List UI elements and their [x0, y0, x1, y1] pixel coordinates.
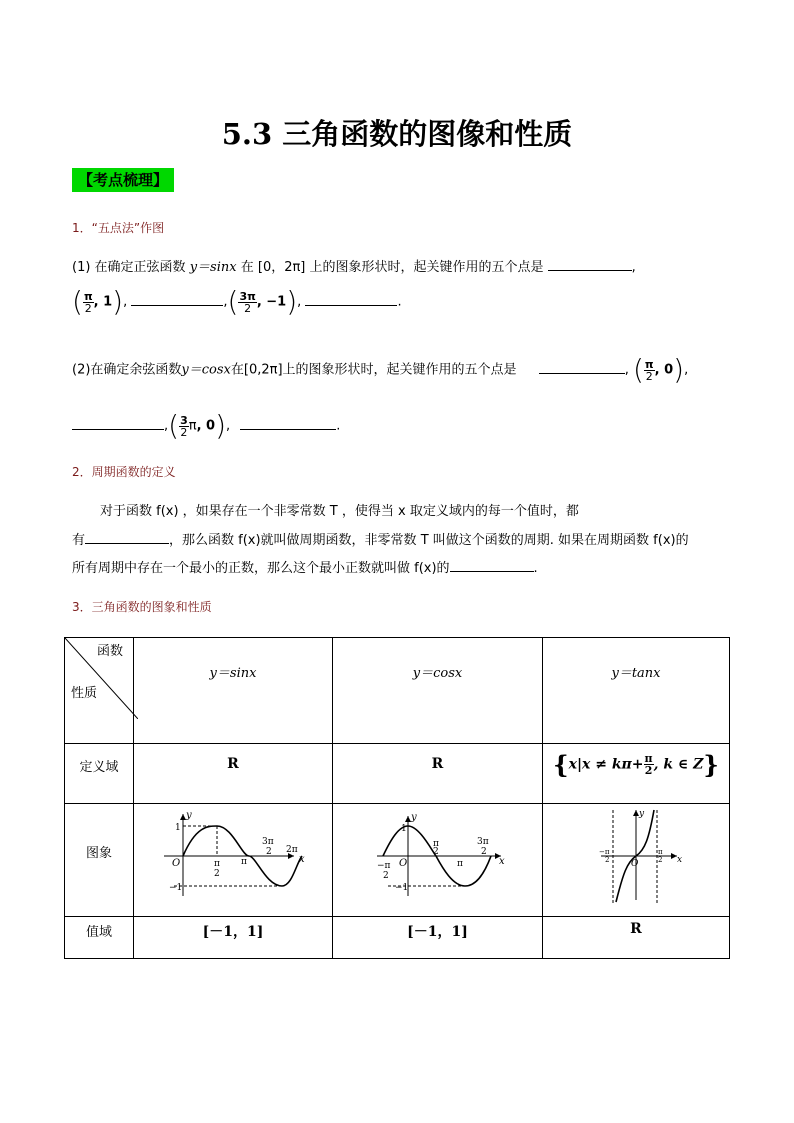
paren-close: ): [112, 285, 124, 318]
section3-heading: 3．三角函数的图象和性质: [72, 600, 212, 614]
svg-text:2: 2: [214, 869, 220, 879]
range-cos: [－1，1]: [333, 917, 543, 959]
table-header-row: [65, 638, 730, 744]
section1-item2-line2: ,( $\frac{3}{2}$ π, 0), .: [72, 412, 340, 440]
point2-value: , −1: [256, 294, 287, 310]
svg-text:y: y: [639, 809, 645, 819]
properties-table: [64, 637, 730, 959]
section2-line1: 对于函数 f(x) ，如果存在一个非零常数 T ，使得当 x 取定义域内的每一个值时，都: [100, 504, 579, 519]
table-row-range: [65, 917, 730, 959]
item2-mid: 在[0,2π]上的图象形状时，起关键作用的五个点是: [230, 362, 517, 378]
svg-text:π: π: [433, 839, 439, 849]
fraction-pi-over-2: $\frac{\pi}{2}$: [83, 289, 93, 315]
blank-3[interactable]: [305, 292, 397, 306]
svg-text:3π: 3π: [477, 837, 489, 847]
svg-text:2: 2: [481, 847, 487, 857]
sin-graph: [134, 804, 332, 912]
point1-value: , 1: [93, 294, 113, 310]
svg-text:−π: −π: [377, 861, 391, 871]
paren-open: (: [72, 285, 83, 318]
svg-text:y: y: [186, 810, 192, 821]
svg-text:x: x: [499, 856, 505, 867]
section2-line2: 有 ，那么函数 f(x)就叫做周期函数，非零常数 T 叫做这个函数的周期. 如果在周期函数 f(x)的: [72, 530, 689, 550]
blank-4[interactable]: [539, 360, 625, 374]
svg-text:2: 2: [658, 856, 663, 864]
blank-6[interactable]: [240, 416, 336, 430]
svg-text:O: O: [631, 859, 639, 869]
domain-cos: R: [333, 744, 543, 804]
section1-item1-line1: [72, 257, 636, 277]
item2-func: y＝cosx: [181, 362, 231, 378]
domain-tan: {x|x ≠ kπ+ $\frac{\pi}{2}$ , k ∈ Z}: [543, 744, 730, 804]
blank-8[interactable]: [450, 558, 534, 572]
blank-1[interactable]: [548, 257, 632, 271]
svg-text:−1: −1: [395, 883, 409, 893]
col-tan: y＝tanx: [543, 638, 730, 744]
graph-tan-cell: [543, 804, 730, 917]
svg-text:3π: 3π: [262, 837, 274, 847]
svg-text:1: 1: [401, 824, 407, 834]
tan-graph: [543, 804, 729, 912]
item1-prefix: (1) 在确定正弦函数: [72, 260, 186, 275]
svg-text:1: 1: [175, 823, 181, 833]
cos-graph: [333, 804, 542, 912]
svg-text:2: 2: [433, 847, 439, 857]
svg-text:−π: −π: [599, 848, 610, 856]
svg-text:π: π: [214, 859, 220, 869]
col-sin: y＝sinx: [134, 638, 333, 744]
item1-mid: 在 [0，2π] 上的图象形状时，起关键作用的五个点是: [240, 260, 544, 275]
section1-item1-line2: ( $\frac{\pi}{2}$ , 1), ,( $\frac{3\pi}{2}$ , −1), .: [72, 285, 402, 318]
svg-text:2: 2: [266, 847, 272, 857]
graph-sin-cell: [134, 804, 333, 917]
col-cos: y＝cosx: [333, 638, 543, 744]
item1-func: y＝sinx: [189, 260, 237, 275]
svg-text:y: y: [411, 812, 417, 823]
svg-text:2: 2: [383, 871, 389, 881]
range-sin: [－1，1]: [134, 917, 333, 959]
svg-text:O: O: [399, 858, 408, 869]
comma: ,: [631, 260, 636, 275]
svg-text:x: x: [677, 855, 683, 865]
section1-heading: 1．“五点法”作图: [72, 221, 165, 235]
row-label-range: 值域: [65, 917, 134, 959]
section2-line3: 所有周期中存在一个最小的正数，那么这个最小正数就叫做 f(x)的 .: [72, 558, 538, 578]
corner-cell: [65, 638, 134, 744]
corner-bottom-label: 性质: [71, 686, 98, 701]
svg-text:x: x: [299, 854, 305, 865]
svg-text:π: π: [457, 859, 463, 869]
graph-cos-cell: [333, 804, 543, 917]
table-row-graph: [65, 804, 730, 917]
section2-heading: 2．周期函数的定义: [72, 465, 176, 479]
corner-top-label: 函数: [97, 644, 124, 659]
row-label-domain: 定义域: [65, 744, 134, 804]
blank-2[interactable]: [131, 292, 223, 306]
svg-text:−1: −1: [169, 883, 183, 893]
table-row-domain: [65, 744, 730, 804]
svg-text:2π: 2π: [286, 845, 298, 855]
range-tan: R: [543, 917, 730, 959]
fraction-3pi-over-2: $\frac{3\pi}{2}$: [239, 289, 256, 315]
point4-value: , 0: [196, 418, 216, 434]
item2-prefix: (2)在确定余弦函数: [72, 362, 182, 378]
row-label-graph: 图象: [65, 804, 134, 917]
svg-text:π: π: [658, 848, 663, 856]
section1-item2-line1: (2)在确定余弦函数y＝cosx在[0,2π]上的图象形状时，起关键作用的五个点是 , ( $\frac{\pi}{2}$ , 0),: [72, 353, 689, 386]
section-badge: 【考点梳理】: [72, 168, 174, 192]
blank-5[interactable]: [72, 416, 164, 430]
domain-sin: R: [134, 744, 333, 804]
blank-7[interactable]: [85, 530, 169, 544]
svg-text:π: π: [241, 857, 247, 867]
svg-text:O: O: [172, 858, 181, 869]
point3-value: , 0: [654, 362, 674, 378]
svg-text:2: 2: [605, 856, 610, 864]
page-title: 5.3 三角函数的图像和性质: [221, 117, 573, 151]
